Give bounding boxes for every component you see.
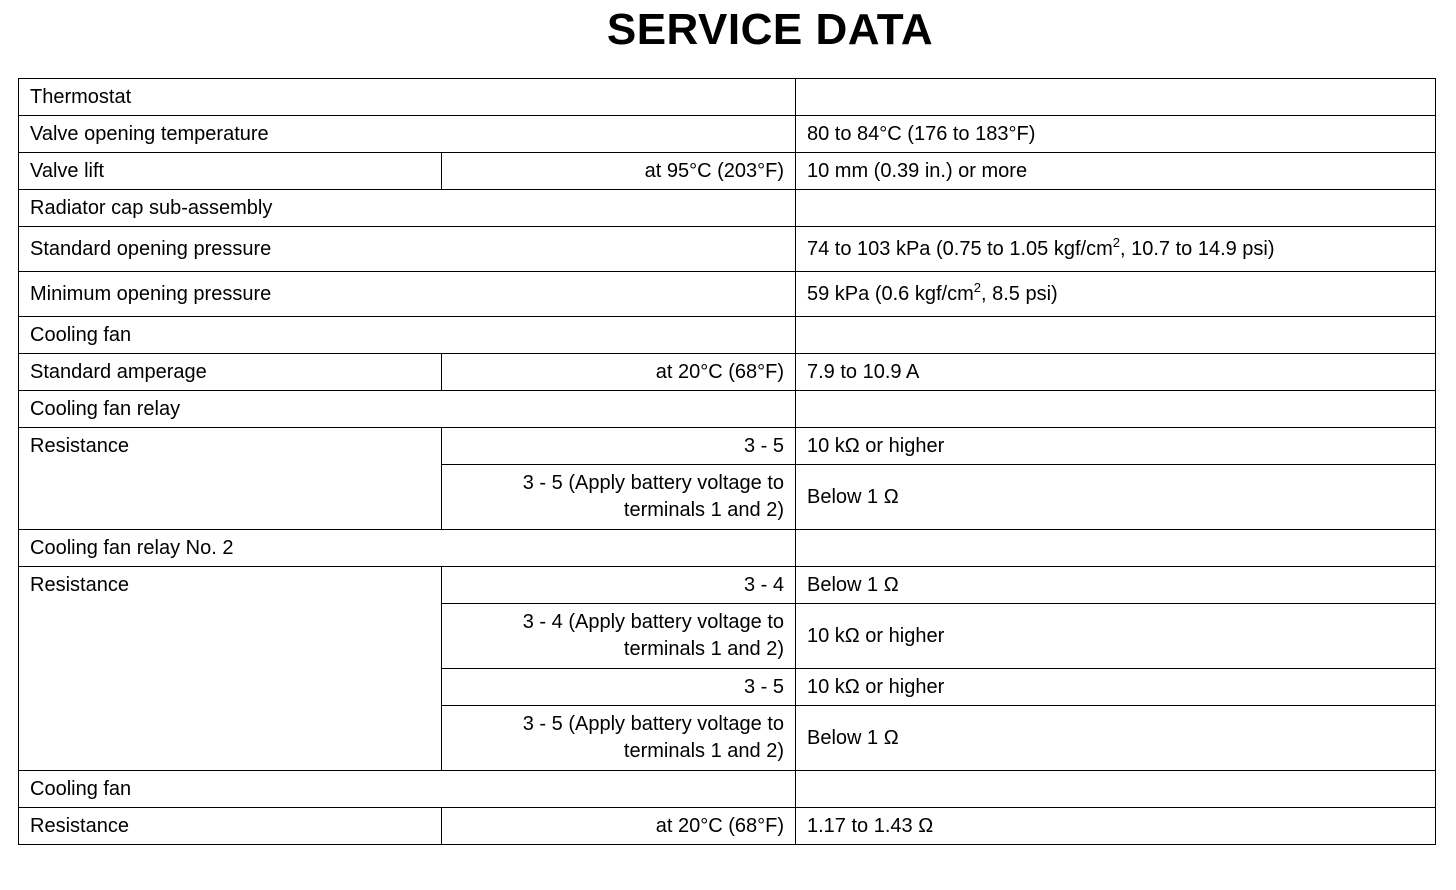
table-row <box>19 227 1436 272</box>
spec-value: 7.9 to 10.9 A <box>796 354 1436 391</box>
spec-item: Resistance <box>19 808 442 845</box>
table-row <box>19 567 1436 604</box>
superscript: 2 <box>1112 234 1120 250</box>
spec-condition: at 20°C (68°F) <box>442 354 796 391</box>
section-heading-cooling-fan-relay: Cooling fan relay <box>19 391 796 428</box>
condition-line: 3 - 5 (Apply battery voltage to <box>522 713 784 735</box>
table-row <box>19 153 1436 190</box>
superscript: 2 <box>973 279 981 295</box>
spec-value: Below 1 Ω <box>796 465 1436 530</box>
condition-line: 3 - 5 (Apply battery voltage to <box>522 472 784 494</box>
spec-condition: at 20°C (68°F) <box>442 808 796 845</box>
spec-value: 1.17 to 1.43 Ω <box>796 808 1436 845</box>
spec-condition <box>442 604 796 669</box>
spec-value: Below 1 Ω <box>796 706 1436 771</box>
condition-line: terminals 1 and 2) <box>623 499 784 521</box>
section-heading-radiator-cap: Radiator cap sub-assembly <box>19 190 796 227</box>
page-title: SERVICE DATA <box>606 5 934 54</box>
spec-value <box>796 317 1436 354</box>
spec-value <box>796 771 1436 808</box>
spec-value <box>796 391 1436 428</box>
section-heading-cooling-fan: Cooling fan <box>19 771 796 808</box>
table-row <box>19 354 1436 391</box>
value-text: 59 kPa (0.6 kgf/cm <box>807 282 974 305</box>
value-text: , 10.7 to 14.9 psi) <box>1119 237 1275 260</box>
spec-item: Valve lift <box>19 153 442 190</box>
spec-value: 10 kΩ or higher <box>796 669 1436 706</box>
table-row <box>19 530 1436 567</box>
spec-item: Minimum opening pressure <box>19 272 796 317</box>
service-data-table <box>18 78 1436 845</box>
table-row <box>19 428 1436 465</box>
table-row <box>19 808 1436 845</box>
table-row <box>19 771 1436 808</box>
spec-condition: at 95°C (203°F) <box>442 153 796 190</box>
spec-condition <box>442 706 796 771</box>
spec-condition <box>442 465 796 530</box>
spec-item: Valve opening temperature <box>19 116 796 153</box>
spec-value: 10 kΩ or higher <box>796 428 1436 465</box>
table-row <box>19 272 1436 317</box>
spec-item: Standard amperage <box>19 354 442 391</box>
value-text: 74 to 103 kPa (0.75 to 1.05 kgf/cm <box>807 237 1113 260</box>
spec-value <box>796 227 1436 272</box>
spec-value <box>796 530 1436 567</box>
section-heading-thermostat: Thermostat <box>19 79 796 116</box>
condition-line: terminals 1 and 2) <box>623 740 784 762</box>
spec-value: 80 to 84°C (176 to 183°F) <box>796 116 1436 153</box>
spec-item: Resistance <box>19 567 442 771</box>
section-heading-cooling-fan-relay-no-2: Cooling fan relay No. 2 <box>19 530 796 567</box>
spec-value: 10 kΩ or higher <box>796 604 1436 669</box>
spec-value: Below 1 Ω <box>796 567 1436 604</box>
condition-line: terminals 1 and 2) <box>623 638 784 660</box>
spec-condition: 3 - 4 <box>442 567 796 604</box>
value-text: , 8.5 psi) <box>980 282 1058 305</box>
spec-condition: 3 - 5 <box>442 669 796 706</box>
table-row <box>19 391 1436 428</box>
spec-value <box>796 190 1436 227</box>
spec-item: Standard opening pressure <box>19 227 796 272</box>
spec-item: Resistance <box>19 428 442 530</box>
spec-value <box>796 79 1436 116</box>
spec-value: 10 mm (0.39 in.) or more <box>796 153 1436 190</box>
table-row <box>19 190 1436 227</box>
section-heading-cooling-fan: Cooling fan <box>19 317 796 354</box>
spec-value <box>796 272 1436 317</box>
table-row <box>19 116 1436 153</box>
table-row <box>19 317 1436 354</box>
table-row <box>19 79 1436 116</box>
condition-line: 3 - 4 (Apply battery voltage to <box>522 611 784 633</box>
spec-condition: 3 - 5 <box>442 428 796 465</box>
